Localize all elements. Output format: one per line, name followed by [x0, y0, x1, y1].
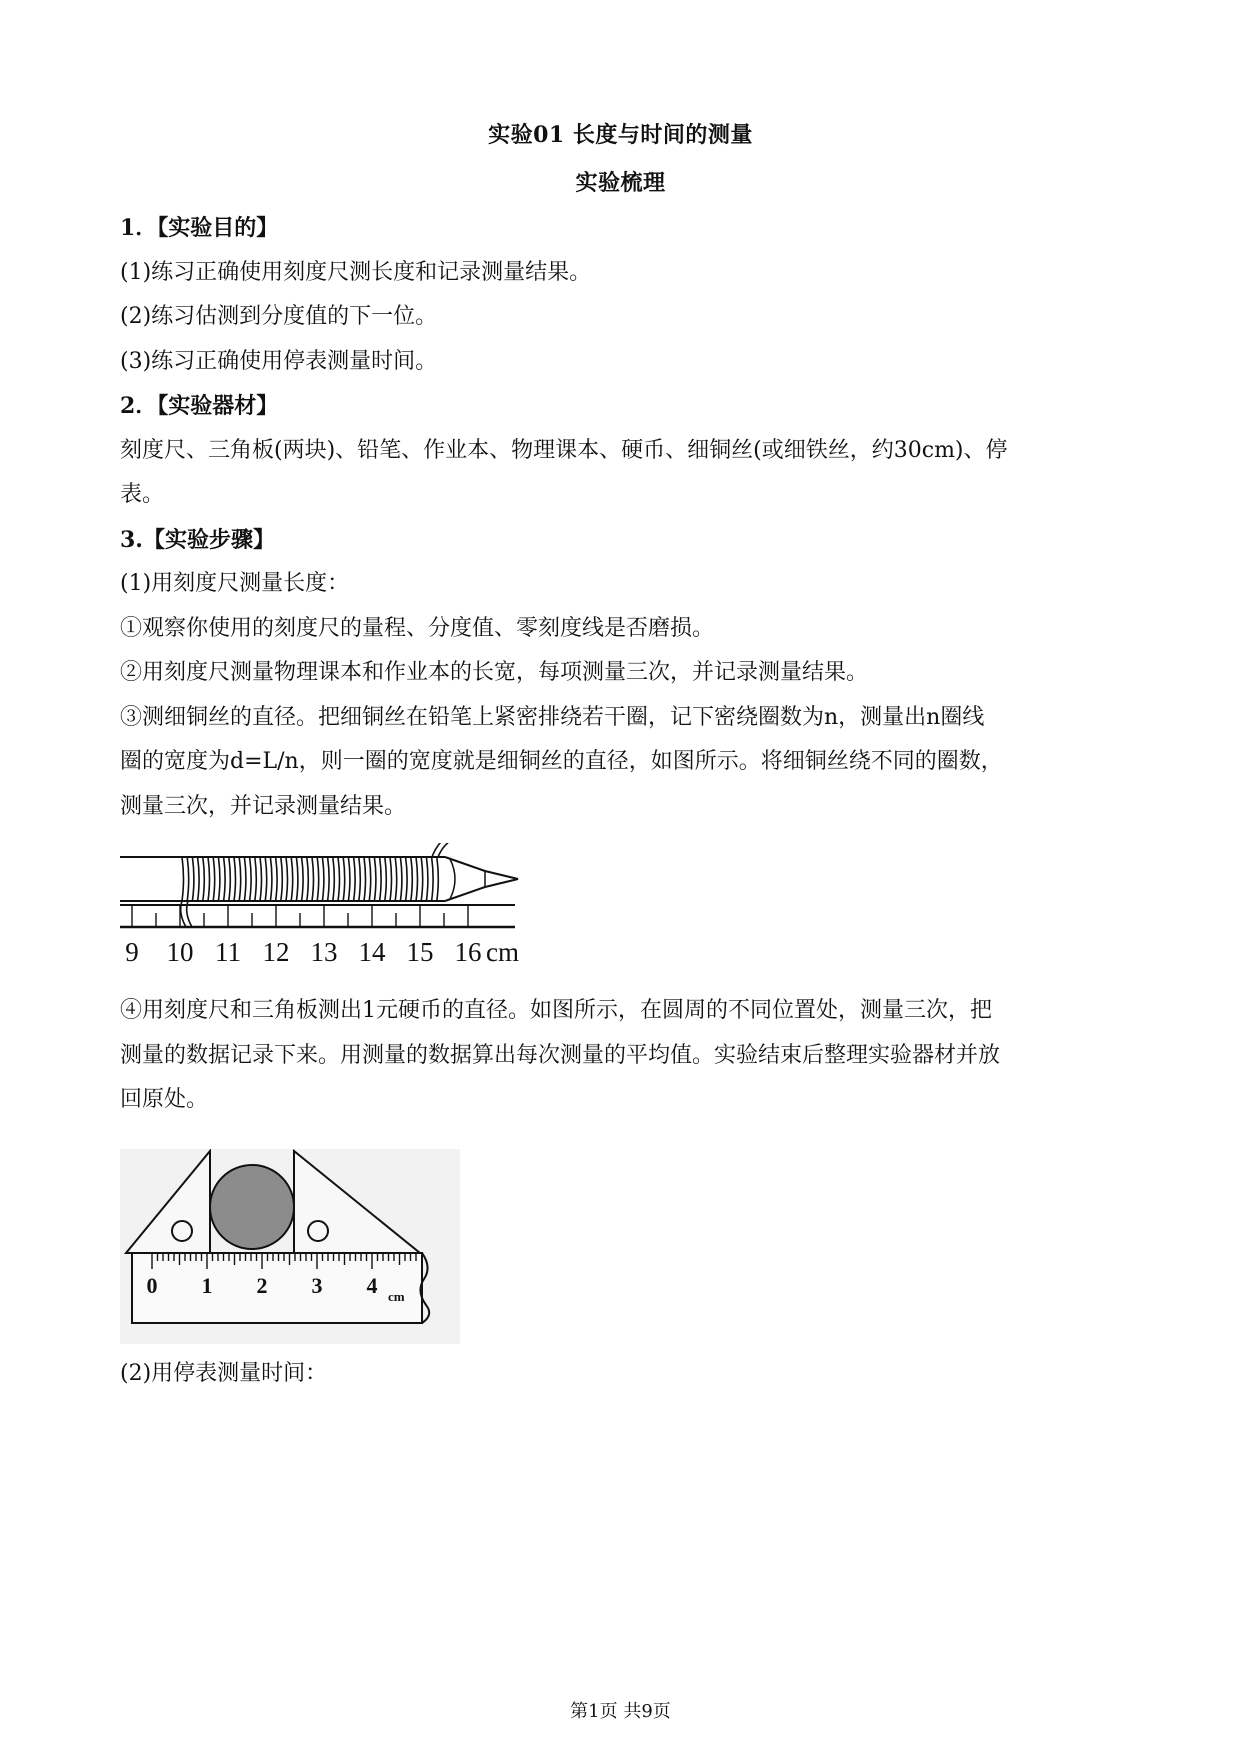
purpose-item-3: (3)练习正确使用停表测量时间。 — [120, 348, 438, 374]
coin-ruler-label: 3 — [311, 1272, 323, 1298]
document-body — [120, 206, 1125, 1396]
coin — [210, 1165, 294, 1249]
wire-ruler-label: 14 — [358, 937, 386, 967]
page-footer: 第1页 共9页 — [570, 1701, 671, 1722]
step-3-line-2: 圈的宽度为d=L/n，则一圈的宽度就是细铜丝的直径，如图所示。将细铜丝绕不同的圈数， — [120, 749, 1003, 774]
coin-ruler-label: 2 — [256, 1272, 268, 1298]
step-1: ①观察你使用的刻度尺的量程、分度值、零刻度线是否磨损。 — [120, 615, 715, 641]
step-4-line-1: ④用刻度尺和三角板测出1元硬币的直径。如图所示，在圆周的不同位置处，测量三次，把 — [120, 998, 993, 1023]
step-4-line-3: 回原处。 — [120, 1087, 209, 1112]
purpose-heading: 1．【实验目的】 — [120, 215, 279, 241]
wire-ruler-label: 9 — [125, 937, 139, 967]
wire-ruler-label: 12 — [262, 937, 290, 967]
page-subtitle: 实验梳理 — [575, 170, 666, 196]
step-2: ②用刻度尺测量物理课本和作业本的长宽，每项测量三次，并记录测量结果。 — [120, 660, 869, 685]
wire-on-pencil-figure — [120, 843, 580, 983]
wire-ruler-label: 16 — [454, 937, 482, 967]
wire-ruler-label: 13 — [310, 937, 338, 967]
coin-ruler-label: 0 — [146, 1272, 158, 1298]
coin-diameter-figure — [120, 1149, 460, 1344]
wire-ruler-label: 10 — [166, 937, 194, 967]
purpose-item-1: (1)练习正确使用刻度尺测长度和记录测量结果。 — [120, 259, 592, 285]
equipment-text-line-2: 表。 — [120, 482, 165, 507]
wire-ruler-label: 15 — [406, 937, 434, 967]
steps-sub-1: (1)用刻度尺测量长度： — [120, 571, 350, 596]
wire-ruler-labels — [125, 937, 519, 967]
equipment-heading: 2．【实验器材】 — [120, 393, 279, 419]
step-3-line-3: 测量三次，并记录测量结果。 — [120, 793, 407, 819]
coin-ruler-label: 1 — [201, 1272, 213, 1298]
page-title: 实验01 长度与时间的测量 — [488, 122, 753, 148]
steps-heading: 3.【实验步骤】 — [120, 526, 275, 553]
step-3-line-1: ③测细铜丝的直径。把细铜丝在铅笔上紧密排绕若干圈，记下密绕圈数为n，测量出n圈线 — [120, 704, 985, 730]
wire-ruler-unit: cm — [486, 937, 519, 967]
step-4-line-2: 测量的数据记录下来。用测量的数据算出每次测量的平均值。实验结束后整理实验器材并放 — [120, 1042, 1001, 1068]
wire-ruler-label: 11 — [215, 937, 241, 967]
wire-coils — [182, 857, 438, 901]
coin-ruler-unit: cm — [388, 1288, 405, 1304]
steps-sub-2: (2)用停表测量时间： — [120, 1360, 328, 1386]
coin-ruler-label: 4 — [366, 1272, 378, 1298]
equipment-text-line-1: 刻度尺、三角板(两块)、铅笔、作业本、物理课本、硬币、细铜丝(或细铁丝，约30cm)、停 — [120, 437, 1008, 463]
purpose-item-2: (2)练习估测到分度值的下一位。 — [120, 304, 438, 329]
